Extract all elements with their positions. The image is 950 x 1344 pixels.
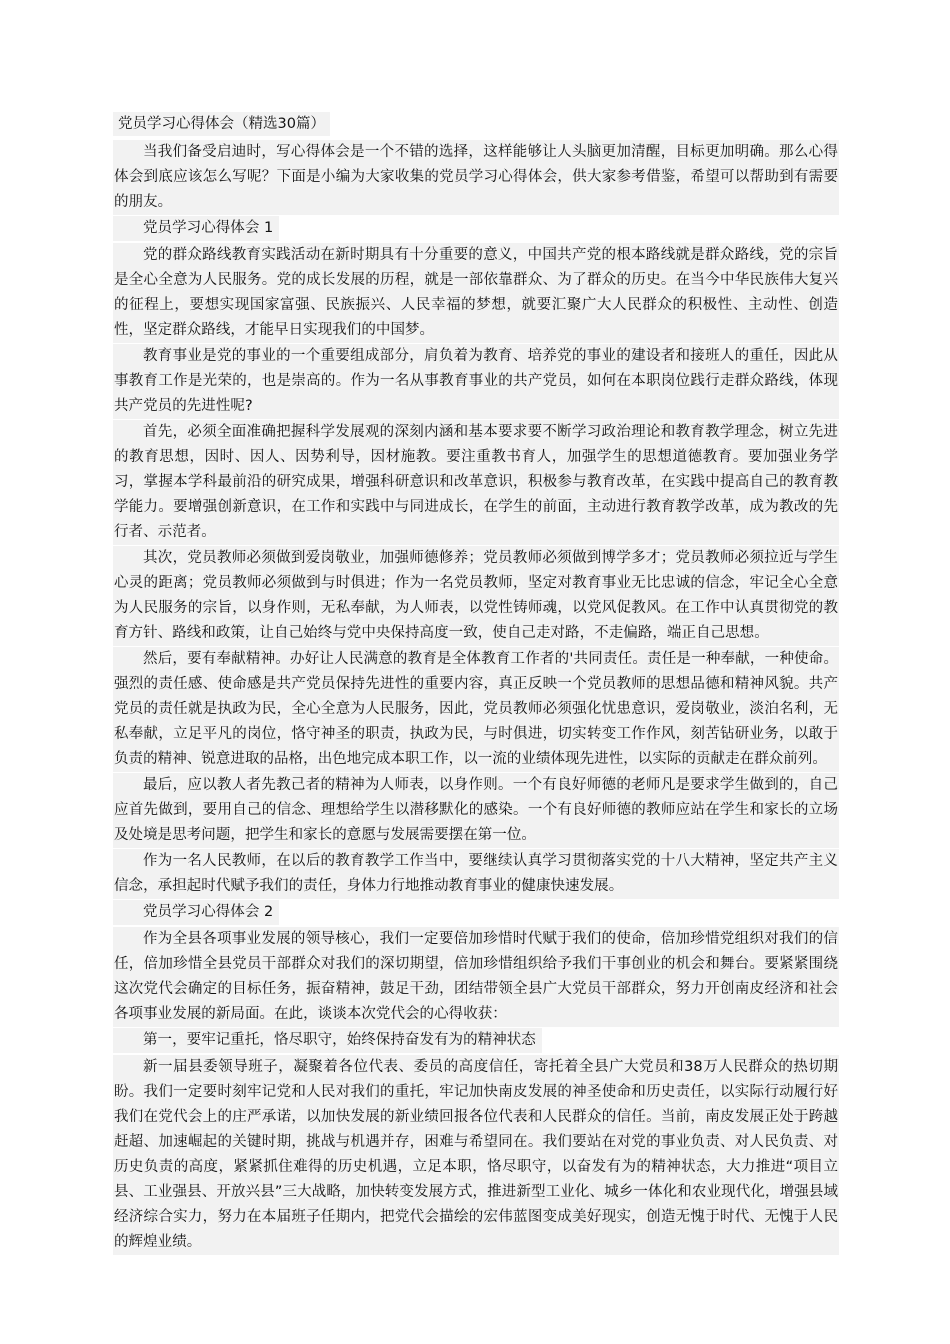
paragraph: 最后，应以教人者先教己者的精神为人师表，以身作则。一个有良好师德的老师凡是要求学生做到的，自己应首先做到，要用自己的信念、理想给学生以潜移默化的感染。一个有良好师德的教师应站在学生和家长的立场及处境是思考问题，把学生和家长的意愿与发展需要摆在第一位。 — [113, 773, 839, 848]
paragraph: 当我们备受启迪时，写心得体会是一个不错的选择，这样能够让人头脑更加清醒，目标更加明确。那么心得体会到底应该怎么写呢？下面是小编为大家收集的党员学习心得体会，供大家参考借鉴，希望可以帮助到有需要的朋友。 — [113, 140, 839, 215]
document-title: 党员学习心得体会（精选30篇） — [113, 112, 330, 136]
paragraph-list — [113, 140, 839, 1255]
paragraph: 教育事业是党的事业的一个重要组成部分，肩负着为教育、培养党的事业的建设者和接班人的重任，因此从事教育工作是光荣的，也是崇高的。作为一名从事教育事业的共产党员，如何在本职岗位践行走群众路线，体现共产党员的先进性呢? — [113, 344, 839, 419]
paragraph: 党的群众路线教育实践活动在新时期具有十分重要的意义，中国共产党的根本路线就是群众路线，党的宗旨是全心全意为人民服务。党的成长发展的历程，就是一部依靠群众、为了群众的历史。在当今中华民族伟大复兴的征程上，要想实现国家富强、民族振兴、人民幸福的梦想，就要汇聚广大人民群众的积极性、主动性、创造性，坚定群众路线，才能早日实现我们的中国梦。 — [113, 243, 839, 343]
paragraph: 其次，党员教师必须做到爱岗敬业，加强师德修养；党员教师必须做到博学多才；党员教师必须拉近与学生心灵的距离；党员教师必须做到与时俱进；作为一名党员教师，坚定对教育事业无比忠诚的信念，牢记全心全意为人民服务的宗旨，以身作则，无私奉献，为人师表，以党性铸师魂，以党风促教风。在工作中认真贯彻党的教育方针、路线和政策，让自己始终与党中央保持高度一致，使自己走对路，不走偏路，端正自己思想。 — [113, 546, 839, 646]
paragraph: 首先，必须全面准确把握科学发展观的深刻内涵和基本要求要不断学习政治理论和教育教学理念，树立先进的教育思想，因时、因人、因势利导，因材施教。要注重教书育人，加强学生的思想道德教育。要加强业务学习，掌握本学科最前沿的研究成果，增强科研意识和改革意识，积极参与教育改革，在实践中提高自己的教育教学能力。要增强创新意识，在工作和实践中与同进成长，在学生的前面，主动进行教育教学改革，成为教改的先行者、示范者。 — [113, 420, 839, 545]
paragraph: 然后，要有奉献精神。办好让人民满意的教育是全体教育工作者的'共同责任。责任是一种奉献，一种使命。强烈的责任感、使命感是共产党员保持先进性的重要内容，真正反映一个党员教师的思想品德和精神风貌。共产党员的责任就是执政为民，全心全意为人民服务，因此，党员教师必须强化忧患意识，爱岗敬业，淡泊名利，无私奉献，立足平凡的岗位，恪守神圣的职责，执政为民，与时俱进，切实转变工作作风，刻苦钻研业务，以敢于负责的精神、锐意进取的品格，出色地完成本职工作，以一流的业绩体现先进性，以实际的贡献走在群众前列。 — [113, 647, 839, 772]
document-body — [113, 112, 839, 1256]
section-heading: 第一，要牢记重托，恪尽职守，始终保持奋发有为的精神状态 — [113, 1028, 542, 1053]
paragraph: 新一届县委领导班子，凝聚着各位代表、委员的高度信任，寄托着全县广大党员和38万人民群众的热切期盼。我们一定要时刻牢记党和人民对我们的重托，牢记加快南皮发展的神圣使命和历史责任，以实际行动履行好我们在党代会上的庄严承诺，以加快发展的新业绩回报各位代表和人民群众的信任。当前，南皮发展正处于跨越赶超、加速崛起的关键时期，挑战与机遇并存，困难与希望同在。我们要站在对党的事业负责、对人民负责、对历史负责的高度，紧紧抓住难得的历史机遇，立足本职，恪尽职守，以奋发有为的精神状态，大力推进“项目立县、工业强县、开放兴县”三大战略，加快转变发展方式，推进新型工业化、城乡一体化和农业现代化，增强县域经济综合实力，努力在本届班子任期内，把党代会描绘的宏伟蓝图变成美好现实，创造无愧于时代、无愧于人民的辉煌业绩。 — [113, 1055, 839, 1255]
paragraph: 作为一名人民教师，在以后的教育教学工作当中，要继续认真学习贯彻落实党的十八大精神，坚定共产主义信念，承担起时代赋予我们的责任，身体力行地推动教育事业的健康快速发展。 — [113, 849, 839, 899]
section-heading: 党员学习心得体会 2 — [113, 900, 279, 925]
section-heading: 党员学习心得体会 1 — [113, 216, 279, 241]
paragraph: 作为全县各项事业发展的领导核心，我们一定要倍加珍惜时代赋于我们的使命，倍加珍惜党组织对我们的信任，倍加珍惜全县党员干部群众对我们的深切期望，倍加珍惜组织给予我们干事创业的机会和舞台。要紧紧围绕这次党代会确定的目标任务，振奋精神，鼓足干劲，团结带领全县广大党员干部群众，努力开创南皮经济和社会各项事业发展的新局面。在此，谈谈本次党代会的心得收获： — [113, 927, 839, 1027]
